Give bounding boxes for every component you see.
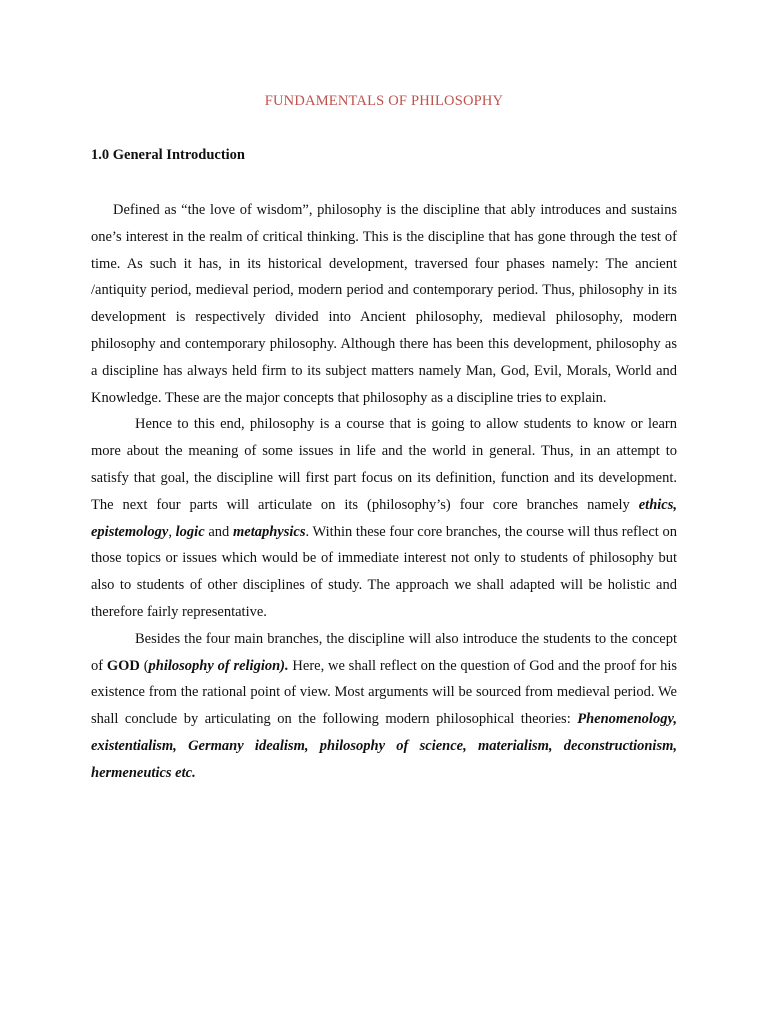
document-title: FUNDAMENTALS OF PHILOSOPHY [264, 93, 504, 109]
separator-text: , [168, 523, 176, 540]
term-logic: logic [175, 523, 205, 540]
term-god: GOD [106, 657, 140, 674]
paragraph-3 [91, 626, 677, 787]
body-text [91, 197, 677, 787]
paragraph-2-text-b: . Within these four core branches, the course will thus reflect on those topics or issues which would be of immediate interest not only to students of philosophy but also to students of other disciplines of study. The approach we shall adapted will be holistic and therefore fairly representative. [91, 523, 678, 620]
term-philosophy-of-religion: philosophy of religion). [148, 657, 289, 674]
term-ethics-epistemology: ethics, epistemology [91, 496, 677, 540]
conjunction-text: and [204, 523, 233, 540]
paragraph-2-text-a: Hence to this end, philosophy is a course that is going to allow students to know or learn more about the meaning of some issues in life and the world in general. Thus, in an attempt to satisfy that goal, the discipline will first part focus on its definition, function and its development. The next four parts will articulate on its (philosophy’s) four core branches namely [91, 416, 677, 513]
paragraph-3-text-a: Besides the four main branches, the discipline will also introduce the students to the concept of [91, 630, 677, 674]
paragraph-3-text-b: Here, we shall reflect on the question of God and the proof for his existence from the rational point of view. Most arguments will be sourced from medieval period. We shall conclude by articulating on the following modern philosophical theories: [91, 657, 677, 728]
paragraph-2 [91, 411, 677, 625]
paren-open-text: ( [139, 657, 149, 674]
term-metaphysics: metaphysics [232, 523, 306, 540]
section-heading: 1.0 General Introduction [91, 147, 245, 163]
theories-list: Phenomenology, existentialism, Germany idealism, philosophy of science, materialism, deconstructionism, hermeneutics etc. [91, 711, 677, 781]
paragraph-1: Defined as “the love of wisdom”, philosophy is the discipline that ably introduces and sustains one’s interest in the realm of critical thinking. This is the discipline that has gone through the test of time. As such it has, in its historical development, traversed four phases namely: The ancient /antiquity period, medieval period, modern period and contemporary period. Thus, philosophy in its development is respectively divided into Ancient philosophy, medieval philosophy, modern philosophy and contemporary philosophy. Although there has been this development, philosophy as a discipline has always held firm to its subject matters namely Man, God, Evil, Morals, World and Knowledge. These are the major concepts that philosophy as a discipline tries to explain. [91, 202, 677, 406]
